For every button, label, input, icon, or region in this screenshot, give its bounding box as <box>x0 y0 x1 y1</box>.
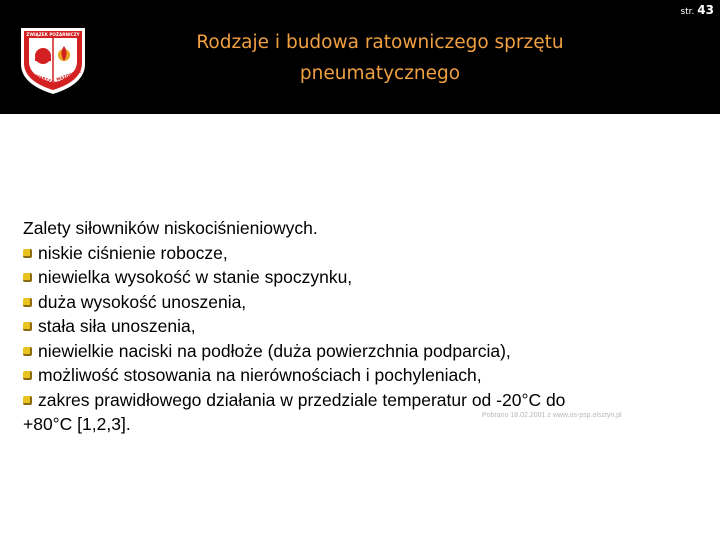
list-item-text: niewielka wysokość w stanie spoczynku, <box>38 267 353 287</box>
list-item <box>23 388 703 413</box>
list-item-text: możliwość stosowania na nierównościach i pochyleniach, <box>38 365 482 385</box>
page-title <box>120 27 640 89</box>
list-item-text: zakres prawidłowego działania w przedziale temperatur od -20°C do <box>38 389 566 410</box>
page-label: str. <box>680 7 695 17</box>
square-bullet-icon <box>23 298 32 307</box>
square-bullet-icon <box>23 249 32 258</box>
fire-brigade-logo <box>17 20 89 96</box>
square-bullet-icon <box>23 347 32 356</box>
title-line-2: pneumatycznego <box>299 63 461 84</box>
square-bullet-icon <box>23 273 32 282</box>
list-item-text: niskie ciśnienie robocze, <box>38 242 228 263</box>
logo-text-top: ZWIĄZEK POŻARNICZY <box>26 32 80 37</box>
square-bullet-icon <box>23 396 32 405</box>
logo-helmet-brim <box>35 58 51 61</box>
source-watermark: Pobrano 18.02.2001 z www.os-psp.olsztyn.pl <box>482 412 622 419</box>
list-item-continuation: +80°C [1,2,3]. <box>23 414 131 434</box>
content-block <box>23 216 703 437</box>
list-item <box>23 241 703 266</box>
page-number: 43 <box>697 3 714 17</box>
list-item-text: stała siła unoszenia, <box>38 316 196 336</box>
list-item <box>23 290 703 315</box>
logo-helmet-icon <box>35 48 51 64</box>
square-bullet-icon <box>23 371 32 380</box>
list-item <box>23 363 703 388</box>
logo-text-left: WARSZAWA <box>34 73 62 87</box>
list-item-text: niewielkie naciski na podłoże (duża powierzchnia podparcia), <box>38 340 511 361</box>
square-bullet-icon <box>23 322 32 331</box>
header-bar <box>0 0 720 114</box>
list-item-text: duża wysokość unoszenia, <box>38 291 247 312</box>
page-number-label <box>680 3 714 17</box>
list-item <box>23 314 703 339</box>
logo-text-right: MAZOWSZE <box>55 68 83 82</box>
title-line-1: Rodzaje i budowa ratowniczego sprzętu <box>196 32 564 53</box>
intro-text: Zalety siłowników niskociśnieniowych. <box>23 218 318 238</box>
list-item <box>23 339 703 364</box>
list-item <box>23 265 703 290</box>
